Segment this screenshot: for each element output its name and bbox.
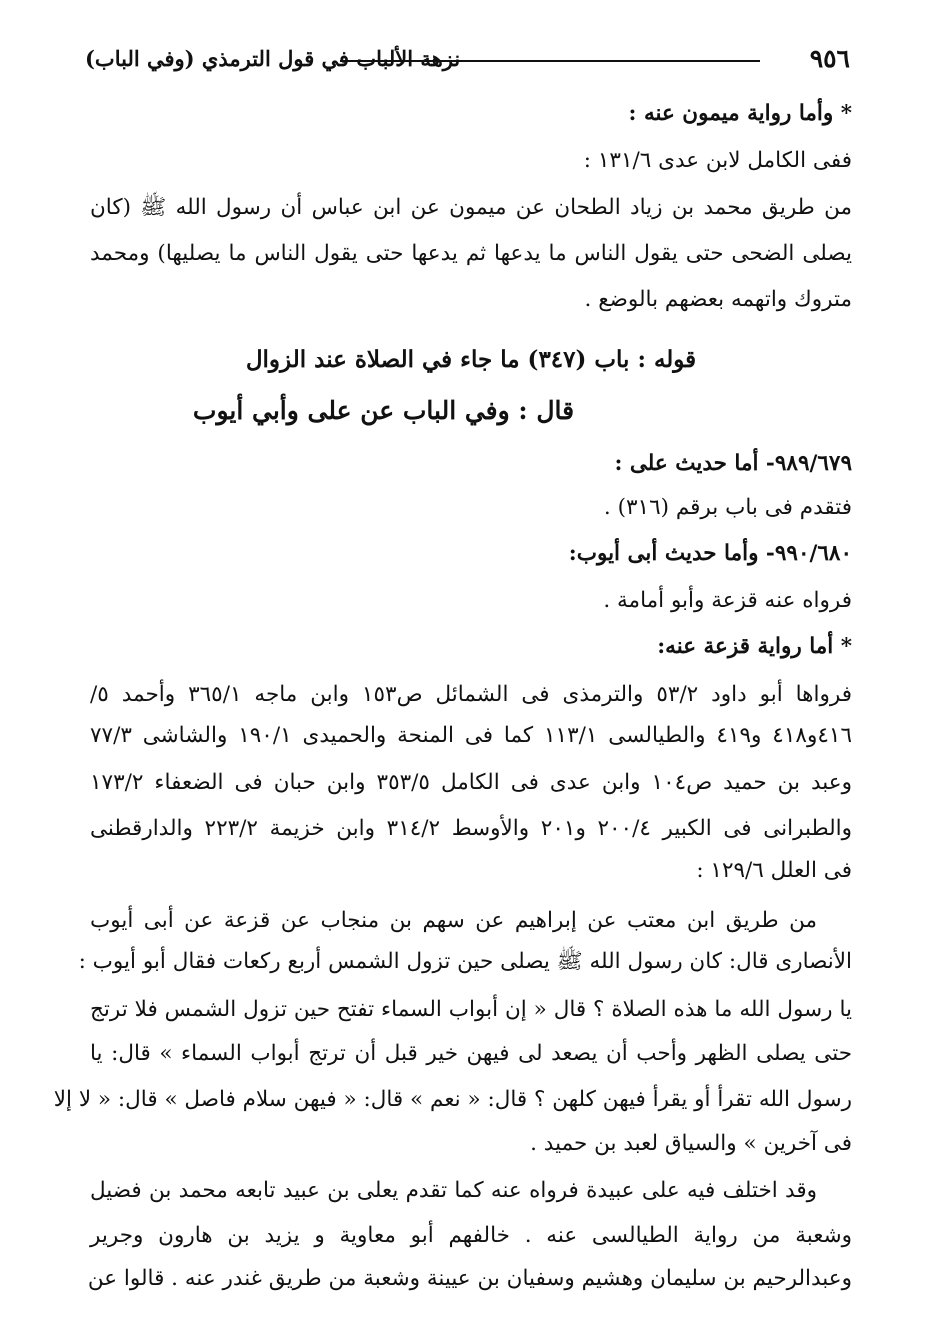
page-header (85, 40, 850, 80)
text-line: وقد اختلف فيه على عبيدة فرواه عنه كما تقدم يعلى بن عبيد تابعه محمد بن فضيل (90, 1178, 817, 1203)
subheading-qazaa: * أما رواية قزعة عنه: (657, 634, 852, 659)
hadith-heading-ali: ٩٨٩/٦٧٩- أما حديث على : (614, 451, 852, 476)
text-line: ففى الكامل لابن عدى ١٣١/٦ : (583, 148, 852, 173)
text-line: يصلى الضحى حتى يقول الناس ما يدعها ثم يدعها حتى يقول الناس ما يصليها) ومحمد (90, 241, 852, 266)
text-line: فرواها أبو داود ٥٣/٢ والترمذى فى الشمائل ص١٥٣ وابن ماجه ٣٦٥/١ وأحمد ٥/ (90, 682, 852, 707)
text-line: متروك واتهمه بعضهم بالوضع . (584, 287, 852, 312)
text-line: فى آخرين » والسياق لعبد بن حميد . (530, 1131, 852, 1156)
hadith-heading-abu-ayyub: ٩٩٠/٦٨٠- وأما حديث أبى أيوب: (568, 541, 852, 566)
text-line: والطبرانى فى الكبير ٢٠٠/٤ و٢٠١ والأوسط ٣١٤/٢ وابن خزيمة ٢٢٣/٢ والدارقطنى (90, 816, 852, 841)
page-number: ٩٥٦ (809, 44, 850, 73)
text-line: من طريق محمد بن زياد الطحان عن ميمون عن ابن عباس أن رسول الله ﷺ (كان (90, 195, 852, 220)
chapter-subheading: قال : وفي الباب عن على وأبي أيوب (192, 396, 575, 425)
text-line: حتى يصلى الظهر وأحب أن يصعد لى فيهن خير قبل أن ترتج أبواب السماء » قال: يا (90, 1041, 852, 1066)
text-line: فى العلل ١٢٩/٦ : (696, 858, 852, 883)
chapter-heading: قوله : باب (٣٤٧) ما جاء في الصلاة عند الزوال (245, 346, 697, 373)
text-line: ٤١٦و٤١٨ و٤١٩ والطيالسى ١١٣/١ كما فى المنحة والحميدى ١٩٠/١ والشاشى ٧٧/٣ (90, 723, 852, 748)
text-line: وعبدالرحيم بن سليمان وهشيم وسفيان بن عيينة وشعبة من طريق غندر عنه . قالوا عن (87, 1266, 852, 1291)
text-line: الأنصارى قال: كان رسول الله ﷺ يصلى حين تزول الشمس أربع ركعات فقال أبو أيوب : (78, 949, 852, 974)
text-line: وعبد بن حميد ص١٠٤ وابن عدى فى الكامل ٣٥٣/٥ وابن حبان فى الضعفاء ١٧٣/٢ (90, 770, 852, 795)
text-line: وشعبة من رواية الطيالسى عنه . خالفهم أبو معاوية و يزيد بن هارون وجرير (90, 1223, 852, 1248)
running-title: نزهة الألباب في قول الترمذي (وفي الباب) (85, 46, 461, 71)
text-line: فتقدم فى باب برقم (٣١٦) . (603, 495, 852, 520)
subheading-maymun: * وأما رواية ميمون عنه : (628, 101, 852, 126)
text-line: من طريق ابن معتب عن إبراهيم عن سهم بن منجاب عن قزعة عن أبى أيوب (90, 908, 817, 933)
text-line: فرواه عنه قزعة وأبو أمامة . (603, 588, 852, 613)
text-line: يا رسول الله ما هذه الصلاة ؟ قال « إن أبواب السماء تفتح حين تزول الشمس فلا ترتج (90, 997, 852, 1022)
text-line: رسول الله تقرأ أو يقرأ فيهن كلهن ؟ قال: « نعم » قال: « فيهن سلام فاصل » قال: « لا إلا (53, 1087, 852, 1112)
